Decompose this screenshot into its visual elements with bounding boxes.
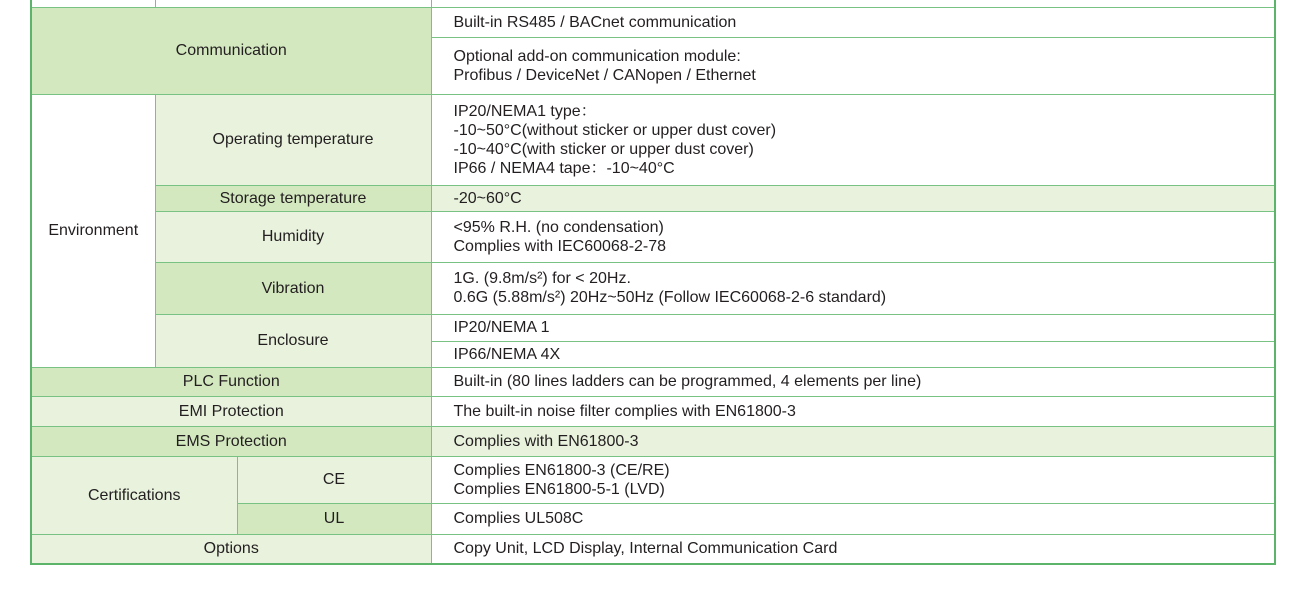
vibration-label: Vibration <box>155 262 431 314</box>
emi-label: EMI Protection <box>31 396 431 426</box>
enclosure-value: IP20/NEMA 1 <box>431 314 1275 341</box>
humidity-line: <95% R.H. (no condensation) <box>453 218 664 236</box>
vibration-line: 0.6G (5.88m/s²) 20Hz~50Hz (Follow IEC60068-2-6 standard) <box>453 289 887 306</box>
table-row <box>31 262 1275 314</box>
ems-value: Complies with EN61800-3 <box>431 426 1275 456</box>
table-row <box>31 7 1275 37</box>
table-row <box>31 367 1275 396</box>
enclosure-value: IP66/NEMA 4X <box>431 341 1275 367</box>
table-row <box>31 211 1275 262</box>
plc-label: PLC Function <box>31 367 431 396</box>
humidity-line: Complies with IEC60068-2-78 <box>453 237 667 255</box>
vibration-value <box>431 262 1275 314</box>
enclosure-label: Enclosure <box>155 314 431 367</box>
environment-label: Environment <box>31 94 155 367</box>
table-row <box>31 0 1275 7</box>
communication-builtin: Built-in RS485 / BACnet communication <box>431 7 1275 37</box>
communication-optional <box>431 37 1275 94</box>
ul-value: Complies UL508C <box>431 503 1275 534</box>
table-row <box>31 426 1275 456</box>
cutoff-cell <box>31 0 155 7</box>
operating-temp-line: IP66 / NEMA4 tape：-10~40°C <box>453 159 675 177</box>
communication-optional-line: Profibus / DeviceNet / CANopen / Ethernet <box>453 66 756 84</box>
storage-temp-label: Storage temperature <box>155 185 431 211</box>
cutoff-cell <box>431 0 1275 7</box>
ce-value <box>431 456 1275 503</box>
cutoff-cell <box>155 0 431 7</box>
vibration-line: 1G. (9.8m/s²) for < 20Hz. <box>453 270 631 287</box>
emi-value: The built-in noise filter complies with EN61800-3 <box>431 396 1275 426</box>
communication-label: Communication <box>31 7 431 94</box>
ems-label: EMS Protection <box>31 426 431 456</box>
spec-table <box>30 0 1276 565</box>
certifications-label: Certifications <box>31 456 237 534</box>
ce-line: Complies EN61800-5-1 (LVD) <box>453 480 665 498</box>
table-row <box>31 94 1275 185</box>
ce-label: CE <box>237 456 431 503</box>
options-value: Copy Unit, LCD Display, Internal Communication Card <box>431 534 1275 564</box>
communication-optional-line: Optional add-on communication module: <box>453 47 741 65</box>
table-row <box>31 314 1275 341</box>
operating-temp-line: -10~40°C(with sticker or upper dust cover) <box>453 140 754 158</box>
ul-label: UL <box>237 503 431 534</box>
operating-temp-label: Operating temperature <box>155 94 431 185</box>
table-row <box>31 396 1275 426</box>
plc-value: Built-in (80 lines ladders can be programmed, 4 elements per line) <box>431 367 1275 396</box>
options-label: Options <box>31 534 431 564</box>
humidity-label: Humidity <box>155 211 431 262</box>
table-row <box>31 534 1275 564</box>
operating-temp-value <box>431 94 1275 185</box>
table-row <box>31 456 1275 503</box>
operating-temp-line: -10~50°C(without sticker or upper dust cover) <box>453 121 777 139</box>
storage-temp-value: -20~60°C <box>431 185 1275 211</box>
operating-temp-line: IP20/NEMA1 type： <box>453 102 597 120</box>
table-row <box>31 185 1275 211</box>
humidity-value <box>431 211 1275 262</box>
ce-line: Complies EN61800-3 (CE/RE) <box>453 461 670 479</box>
